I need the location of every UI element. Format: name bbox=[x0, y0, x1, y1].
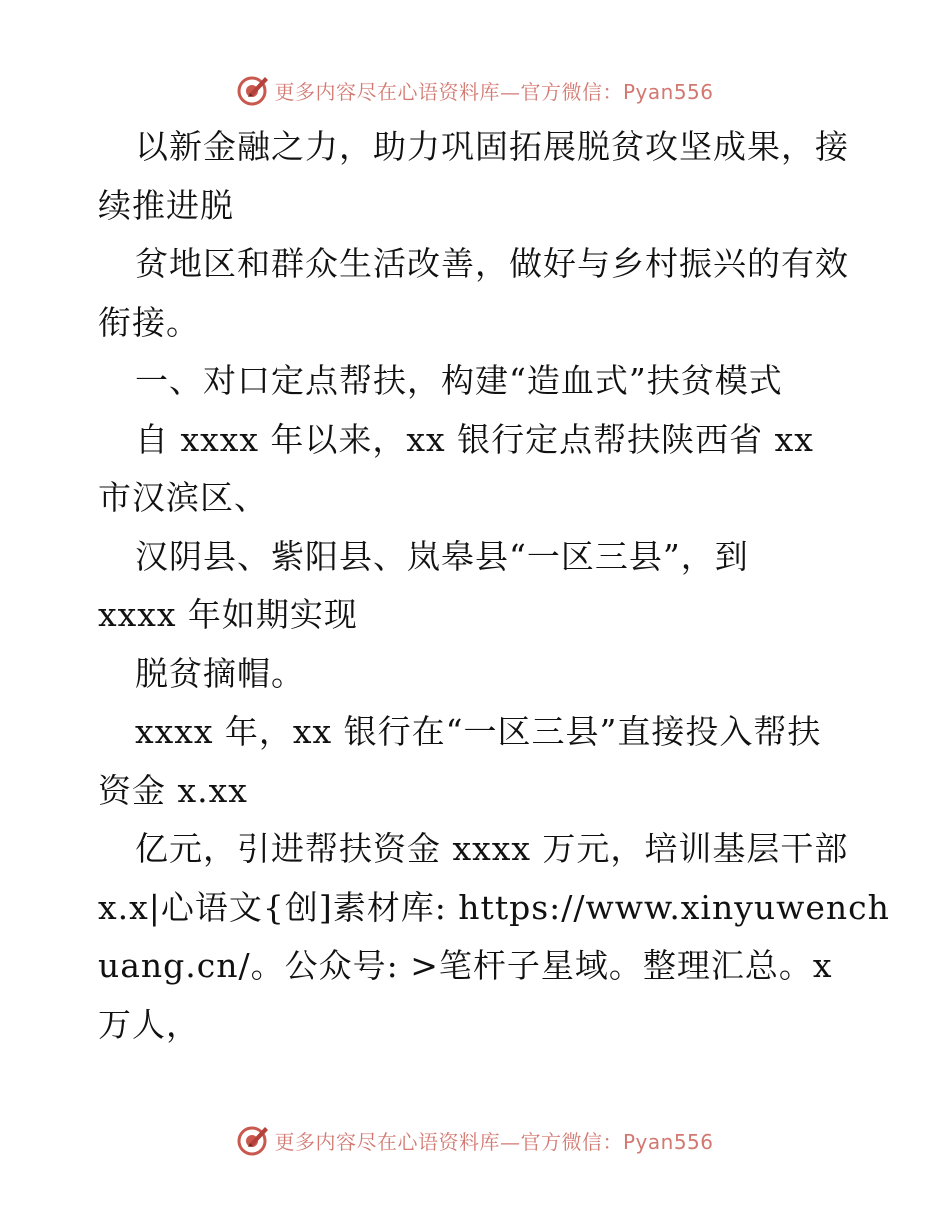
header-banner bbox=[0, 68, 950, 112]
wechat-id: Pyan556 bbox=[622, 79, 714, 104]
document-body bbox=[98, 118, 890, 1054]
text-line: 万人， bbox=[98, 1004, 200, 1044]
text-line: xxxx 年如期实现 bbox=[98, 595, 358, 634]
text-line: 以新金融之力，助力巩固拓展脱贫攻坚成果，接 bbox=[135, 127, 849, 166]
text-line: xxxx 年，xx 银行在“一区三县”直接投入帮扶 bbox=[135, 712, 822, 751]
text-line: 贫地区和群众生活改善，做好与乡村振兴的有效 bbox=[135, 244, 849, 283]
text-line: uang.cn/。公众号: >笔杆子星域。整理汇总。x bbox=[98, 946, 833, 985]
banner-text bbox=[274, 76, 713, 105]
pen-seal-logo-icon bbox=[236, 1123, 270, 1157]
section-heading: 一、对口定点帮扶，构建“造血式”扶贫模式 bbox=[135, 361, 783, 400]
footer-banner bbox=[0, 1118, 950, 1162]
text-line: 续推进脱 bbox=[98, 185, 234, 225]
text-line: x.x|心语文{创]素材库: https://www.xinyuwench bbox=[98, 887, 890, 927]
banner-text bbox=[274, 1126, 713, 1155]
text-line: 衔接。 bbox=[98, 302, 200, 342]
text-line: 资金 x.xx bbox=[98, 770, 248, 810]
text-line: 自 xxxx 年以来，xx 银行定点帮扶陕西省 xx bbox=[135, 419, 814, 459]
text-line: 汉阴县、紫阳县、岚皋县“一区三县”，到 bbox=[135, 536, 749, 576]
text-line: 脱贫摘帽。 bbox=[135, 653, 305, 693]
banner-label: 更多内容尽在心语资料库—官方微信： bbox=[274, 79, 623, 104]
banner-label: 更多内容尽在心语资料库—官方微信： bbox=[274, 1129, 623, 1154]
wechat-id: Pyan556 bbox=[622, 1129, 714, 1154]
text-line: 市汉滨区、 bbox=[98, 478, 268, 517]
pen-seal-logo-icon bbox=[236, 73, 270, 107]
text-line: 亿元，引进帮扶资金 xxxx 万元，培训基层干部 bbox=[135, 829, 849, 868]
